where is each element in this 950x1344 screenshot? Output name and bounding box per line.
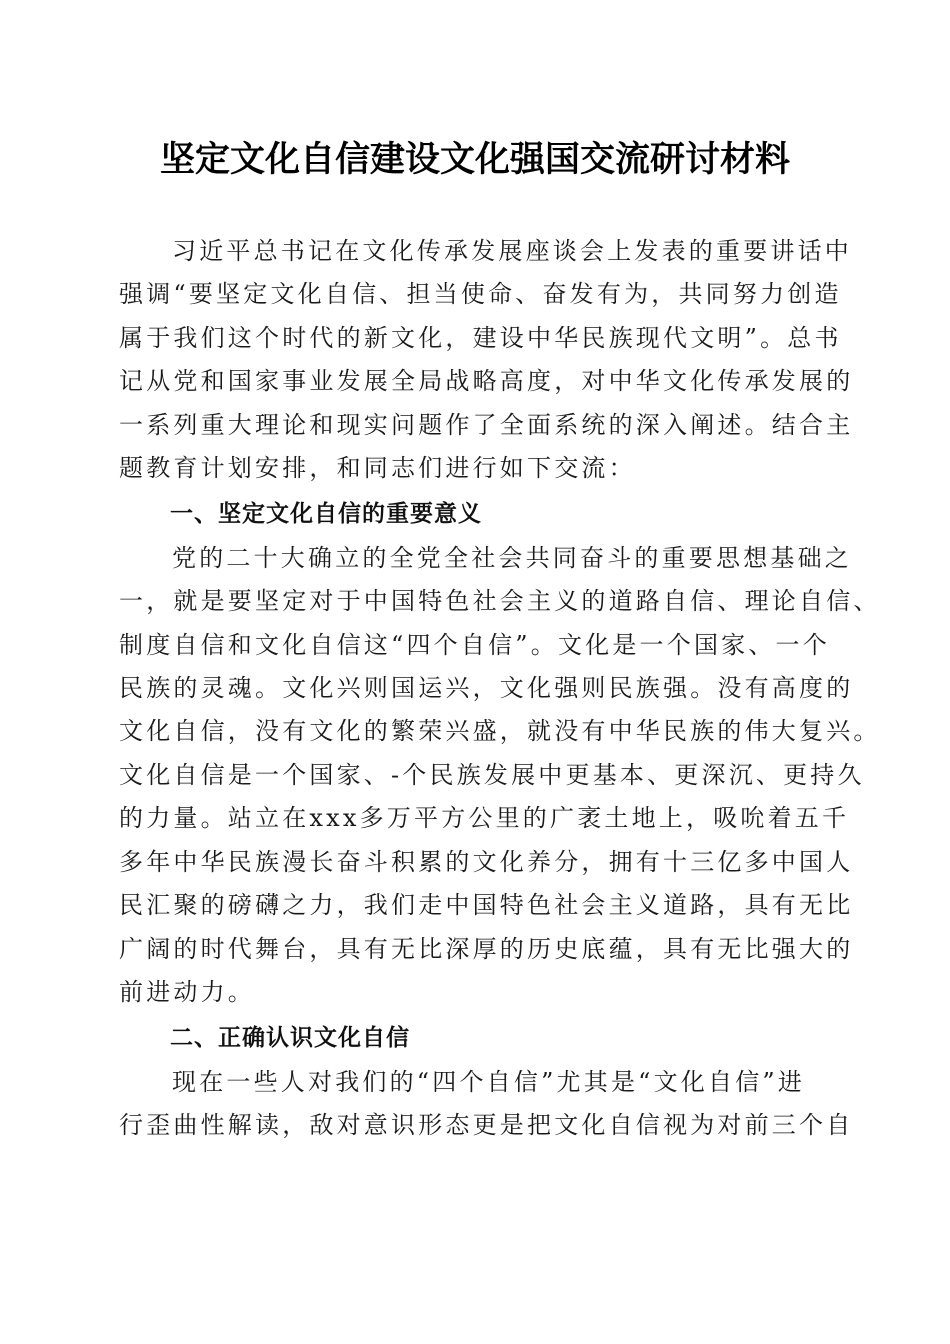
text-line: 文化自信，没有文化的繁荣兴盛，就没有中华民族的伟大复兴。 bbox=[119, 717, 881, 746]
text-line: 一系列重大理论和现实问题作了全面系统的深入阐述。结合主 bbox=[119, 410, 854, 439]
document-title: 坚定文化自信建设文化强国交流研讨材料 bbox=[159, 139, 790, 180]
text-line: 党的二十大确立的全党全社会共同奋斗的重要思想基础之 bbox=[172, 543, 852, 572]
text-line: 题教育计划安排，和同志们进行如下交流： bbox=[119, 454, 636, 483]
section-1-paragraph bbox=[119, 537, 881, 1014]
section-heading-1: 一、坚定文化自信的重要意义 bbox=[170, 501, 482, 528]
section-2-paragraph bbox=[119, 1061, 854, 1148]
text-line: 行歪曲性解读，敌对意识形态更是把文化自信视为对前三个自 bbox=[119, 1111, 854, 1140]
text-line: 民族的灵魂。文化兴则国运兴，文化强则民族强。没有高度的 bbox=[119, 674, 854, 703]
text-line: 文化自信是一个国家、-个民族发展中更基本、更深沉、更持久 bbox=[119, 760, 865, 789]
text-line: 多年中华民族漫长奋斗积累的文化养分，拥有十三亿多中国人 bbox=[119, 847, 854, 876]
text-line: 制度自信和文化自信这“四个自信”。文化是一个国家、一个 bbox=[119, 630, 830, 659]
text-line: 记从党和国家事业发展全局战略高度，对中华文化传承发展的 bbox=[119, 367, 854, 396]
text-line: 属于我们这个时代的新文化，建设中华民族现代文明”。总书 bbox=[119, 323, 842, 352]
text-line: 的力量。站立在xxx多万平方公里的广袤土地上，吸吮着五千 bbox=[119, 804, 850, 833]
text-line: 民汇聚的磅礴之力，我们走中国特色社会主义道路，具有无比 bbox=[119, 891, 854, 920]
text-line: 强调“要坚定文化自信、担当使命、奋发有为，共同努力创造 bbox=[119, 280, 842, 309]
text-line: 现在一些人对我们的“四个自信”尤其是“文化自信”进 bbox=[172, 1067, 806, 1096]
section-heading-2: 二、正确认识文化自信 bbox=[170, 1025, 410, 1052]
text-line: 广阔的时代舞台，具有无比深厚的历史底蕴，具有无比强大的 bbox=[119, 934, 854, 963]
document-body bbox=[119, 230, 881, 1148]
text-line: 一，就是要坚定对于中国特色社会主义的道路自信、理论自信、 bbox=[119, 587, 881, 616]
intro-paragraph bbox=[119, 230, 854, 490]
text-line: 习近平总书记在文化传承发展座谈会上发表的重要讲话中 bbox=[172, 237, 852, 265]
text-line: 前进动力。 bbox=[119, 977, 255, 1006]
